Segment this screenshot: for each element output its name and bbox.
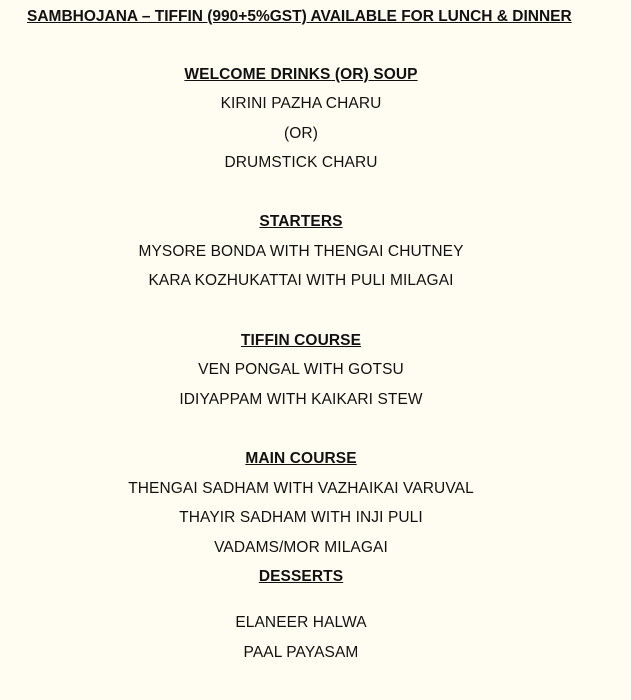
menu-item: VADAMS/MOR MILAGAI	[214, 539, 388, 556]
menu-item: VEN PONGAL WITH GOTSU	[198, 361, 404, 378]
menu-item: THENGAI SADHAM WITH VAZHAIKAI VARUVAL	[128, 480, 474, 497]
menu-item: (OR)	[284, 125, 318, 142]
section-heading-main-course: MAIN COURSE	[245, 450, 357, 467]
section-heading-tiffin-course: TIFFIN COURSE	[240, 332, 362, 349]
section-heading-starters: STARTERS	[259, 213, 343, 230]
menu-item: MYSORE BONDA WITH THENGAI CHUTNEY	[138, 243, 464, 260]
section-heading-desserts: DESSERTS	[258, 568, 344, 585]
menu-item: THAYIR SADHAM WITH INJI PULI	[179, 509, 423, 526]
menu-item: IDIYAPPAM WITH KAIKARI STEW	[179, 391, 423, 408]
menu-item: ELANEER HALWA	[235, 614, 367, 631]
menu-item: KIRINI PAZHA CHARU	[220, 95, 382, 112]
menu-item: PAAL PAYASAM	[243, 644, 359, 661]
menu-item: KARA KOZHUKATTAI WITH PULI MILAGAI	[148, 272, 454, 289]
menu-item: DRUMSTICK CHARU	[224, 154, 378, 171]
section-heading-welcome-drinks: WELCOME DRINKS (OR) SOUP	[184, 66, 418, 83]
menu-title: SAMBHOJANA – TIFFIN (990+5%GST) AVAILABLE FOR LUNCH & DINNER	[27, 8, 572, 25]
